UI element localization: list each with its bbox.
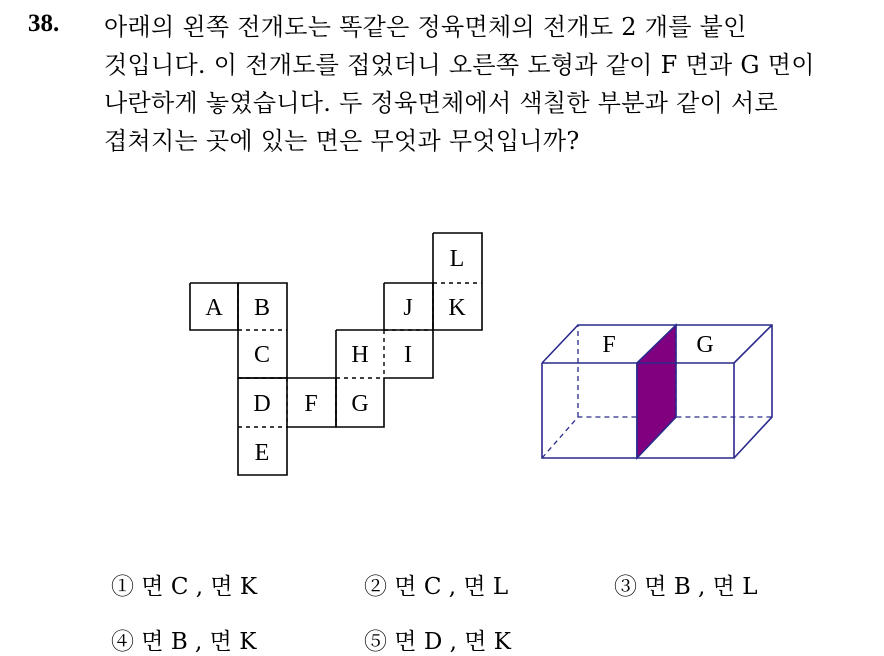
shaded-shared-face (637, 325, 676, 458)
face-label-e: E (254, 440, 270, 466)
choice-4[interactable]: ④ 면 B , 면 K (111, 629, 257, 655)
question-line: 겹쳐지는 곳에 있는 면은 무엇과 무엇입니까? (104, 127, 580, 155)
face-label-k: K (448, 295, 466, 321)
top-right-edge (734, 325, 772, 363)
joined-cubes-figure (542, 325, 772, 458)
choice-5[interactable]: ⑤ 면 D , 면 K (364, 629, 511, 655)
cube-net (190, 233, 482, 475)
face-label-h: H (351, 342, 369, 368)
question-line: 나란하게 놓였습니다. 두 정육면체에서 색칠한 부분과 같이 서로 (104, 89, 779, 117)
face-label-i: I (404, 342, 412, 368)
question-line: 것입니다. 이 전개도를 접었더니 오른쪽 도형과 같이 F 면과 G 면이 (104, 51, 815, 79)
face-label-l: L (449, 246, 465, 272)
face-label-d: D (253, 391, 271, 417)
question-line: 아래의 왼쪽 전개도는 똑같은 정육면체의 전개도 2 개를 붙인 (104, 13, 747, 41)
face-label-a: A (205, 295, 223, 321)
choice-2[interactable]: ② 면 C , 면 L (364, 574, 509, 600)
face-label-b: B (253, 295, 271, 321)
prism-label-g: G (696, 332, 714, 358)
prism-label-f: F (602, 332, 616, 358)
face-label-c: C (253, 342, 271, 368)
choice-1[interactable]: ① 면 C , 면 K (111, 574, 258, 600)
face-label-j: J (403, 295, 413, 321)
net-outline (190, 233, 482, 475)
face-label-f: F (304, 391, 318, 417)
question-number: 38. (28, 10, 60, 37)
face-label-g: G (351, 391, 369, 417)
choice-3[interactable]: ③ 면 B , 면 L (614, 574, 758, 600)
